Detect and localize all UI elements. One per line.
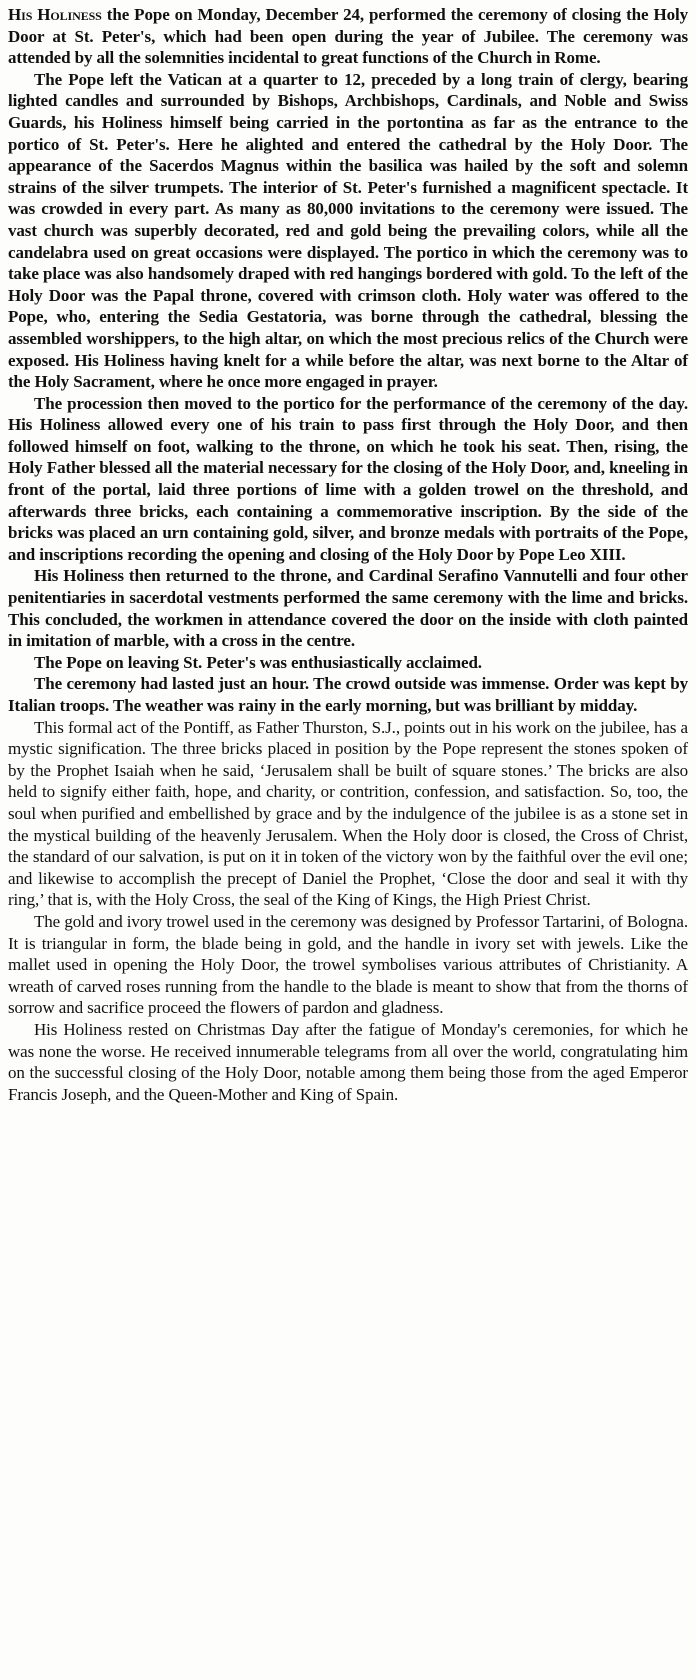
article-paragraph-ceremony: The procession then moved to the portico for the performance of the ceremony of the day. His Holiness allowed every one of his train to pass first through the Holy Door, and then followed himself on foot, walking to the throne, on which he took his seat. Then, rising, the Holy Father blessed all the material necessary for the closing of the Holy Door, and, kneeling in front of the portal, laid three portions of lime with a golden trowel on the threshold, and afterwards three bricks, each containing a commemorative inscription. By the side of the bricks was placed an urn containing gold, silver, and bronze medals with portraits of the Pope, and inscriptions recording the opening and closing of the Holy Door by Pope Leo XIII. (8, 393, 688, 564)
article-paragraph-weather: The ceremony had lasted just an hour. The crowd outside was immense. Order was kept by Italian troops. The weather was rainy in the early morning, but was brilliant by midday. (8, 674, 688, 715)
article-paragraph-opening (8, 4, 688, 69)
article-paragraph-christmas: His Holiness rested on Christmas Day after the fatigue of Monday's ceremonies, for which he was none the worse. He received innumerable telegrams from all over the world, congratulating him on the successful closing of the Holy Door, notable among them being those from the aged Emperor Francis Joseph, and the Queen-Mother and King of Spain. (8, 1019, 688, 1104)
article-paragraph-signification: This formal act of the Pontiff, as Father Thurston, S.J., points out in his work on the jubilee, has a mystic signification. The three bricks placed in position by the Pope represent the stones spoken of by the Prophet Isaiah when he said, ‘Jerusalem shall be built of square stones.’ The bricks are also held to signify either faith, hope, and charity, or contrition, confession, and satisfaction. So, too, the soul when purified and embellished by grace and by the indulgence of the jubilee is as a stone set in the mystical building of the heavenly Jerusalem. When the Holy door is closed, the Cross of Christ, the standard of our salvation, is put on it in token of the victory won by the faithful over the evil one; and likewise to accomplish the precept of Daniel the Prophet, ‘Close the door and seal it with thy ring,’ that is, with the Holy Cross, the seal of the King of Kings, the High Priest Christ. (8, 717, 688, 910)
article-paragraph-acclaimed: The Pope on leaving St. Peter's was enthusiastically acclaimed. (34, 652, 482, 672)
lead-word: His Holiness (8, 5, 102, 24)
opening-paragraph-text: the Pope on Monday, December 24, performed the ceremony of closing the Holy Door at St. Peter's, which had been open during the year of Jubilee. The ceremony was attended by all the solemnities incidental to great functions of the Church in Rome. (8, 5, 688, 68)
article-paragraph-procession-to-altar: The Pope left the Vatican at a quarter to 12, preceded by a long train of clergy, bearing lighted candles and surrounded by Bishops, Archbishops, Cardinals, and Noble and Swiss Guards, his Holiness himself being carried in the portontina as far as the entrance to the portico of St. Peter's. Here he alighted and entered the cathedral by the Holy Door. The appearance of the Sacerdos Magnus within the basilica was hailed by the soft and solemn strains of the silver trumpets. The interior of St. Peter's furnished a magnificent spectacle. It was crowded in every part. As many as 80,000 invitations to the ceremony were issued. The vast church was superbly decorated, red and gold being the prevailing colors, while all the candelabra used on great occasions were displayed. The portico in which the ceremony was to take place was also handsomely draped with red hangings bordered with gold. To the left of the Holy Door was the Papal throne, covered with crimson cloth. Holy water was offered to the Pope, who, entering the Sedia Gestatoria, was borne through the cathedral, blessing the assembled worshippers, to the high altar, on which the most precious relics of the Church were exposed. His Holiness having knelt for a while before the altar, was next borne to the Altar of the Holy Sacrament, where he once more engaged in prayer. (8, 69, 688, 392)
article-paragraph-trowel: The gold and ivory trowel used in the ceremony was designed by Professor Tartarini, of Bologna. It is triangular in form, the blade being in gold, and the handle in ivory set with jewels. Like the mallet used in opening the Holy Door, the trowel symbolises various attributes of Christianity. A wreath of carved roses running from the handle to the blade is meant to show that from the thorns of sorrow and sacrifice proceed the flowers of pardon and gladness. (8, 911, 688, 1018)
article-paragraph-cardinal: His Holiness then returned to the throne, and Cardinal Serafino Vannutelli and four other penitentiaries in sacerdotal vestments performed the same ceremony with the lime and bricks. This concluded, the workmen in attendance covered the door on the inside with cloth painted in imitation of marble, with a cross in the centre. (8, 566, 688, 651)
